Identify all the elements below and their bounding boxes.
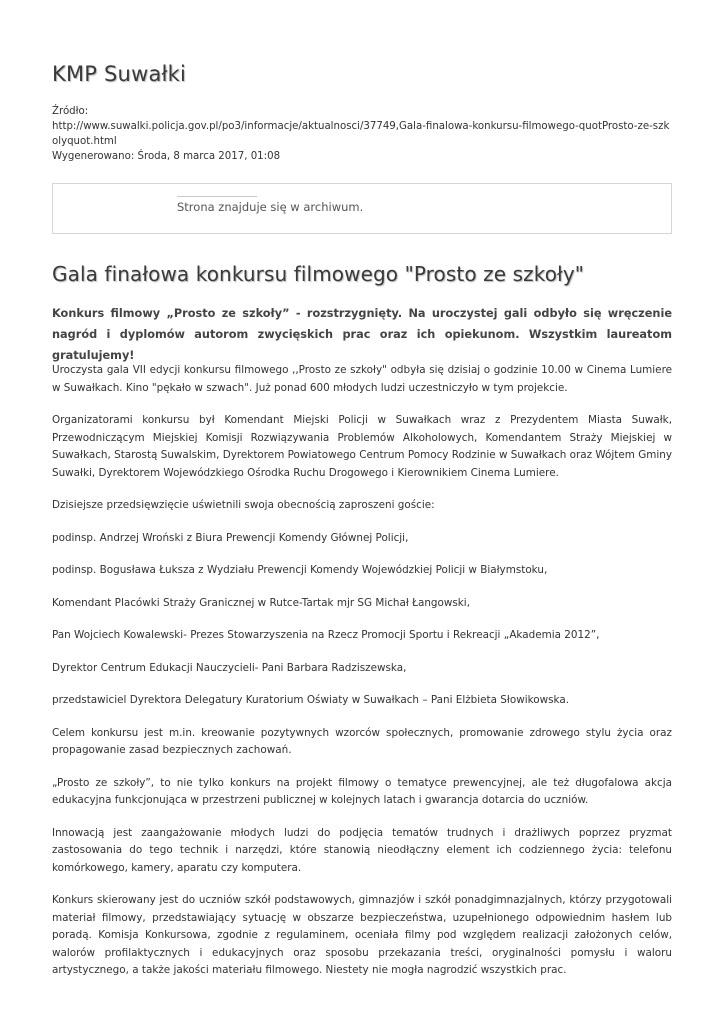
guest-item: podinsp. Andrzej Wroński z Biura Prewencji Komendy Głównej Policji,	[52, 531, 409, 544]
paragraph: Uroczysta gala VII edycji konkursu filmowego ,,Prosto ze szkoły" odbyła się dzisiaj o godzinie 10.00 w Cinema Lumiere w Suwałkach. Kino "pękało w szwach". Już ponad 600 młodych ludzi uczestniczyło w tym projekcie.	[52, 364, 672, 394]
source-url: http://www.suwalki.policja.gov.pl/po3/informacje/aktualnosci/37749,Gala-finalowa-konkursu-filmowego-quotProsto-ze-szkolyquot.html	[52, 121, 670, 147]
paragraph: Konkurs skierowany jest do uczniów szkół podstawowych, gimnazjów i szkół ponadgimnazjalnych, którzy przygotowali materiał filmowy, przedstawiający sytuację w obszarze bezpieczeństwa, uzupełnionego odpowiednim hasłem lub poradą. Komisja Konkursowa, zgodnie z regulaminem, oceniała filmy pod względem realizacji założonych celów, walorów profilaktycznych i edukacyjnych oraz sposobu przekazania treści, oryginalności pomysłu i waloru artystycznego, a także jakości materiału filmowego. Niestety nie mogła nagrodzić wszystkich prac.	[52, 894, 672, 976]
source-label: Źródło:	[52, 106, 89, 117]
paragraph: Celem konkursu jest m.in. kreowanie pozytywnych wzorców społecznych, promowanie zdrowego stylu życia oraz propagowanie zasad bezpiecznych zachowań.	[52, 726, 672, 756]
guest-item: Pan Wojciech Kowalewski- Prezes Stowarzyszenia na Rzecz Promocji Sportu i Rekreacji „Akademia 2012”,	[52, 629, 600, 641]
site-title: KMP Suwałki	[52, 62, 187, 86]
archive-divider	[177, 196, 257, 197]
guest-item: podinsp. Bogusława Łuksza z Wydziału Prewencji Komendy Wojewódzkiej Policji w Białymstoku,	[52, 564, 548, 576]
article-lead: Konkurs filmowy „Prosto ze szkoły” - rozstrzygnięty. Na uroczystej gali odbyło się wręczenie nagród i dyplomów autorom zwycięskich prac oraz ich opiekunom. Wszystkim laureatom gratulujemy!	[52, 307, 672, 362]
paragraph: Dzisiejsze przedsięwzięcie uświetnili swoja obecnością zaproszeni goście:	[52, 499, 435, 511]
guest-item: Dyrektor Centrum Edukacji Nauczycieli- Pani Barbara Radziszewska,	[52, 661, 407, 674]
article-body	[52, 362, 672, 995]
archive-notice: Strona znajduje się w archiwum.	[177, 200, 364, 214]
archive-notice-box	[52, 183, 672, 234]
source-metadata	[52, 104, 672, 164]
article-title: Gala finałowa konkursu filmowego "Prosto ze szkoły"	[52, 262, 585, 286]
generated-date: Wygenerowano: Środa, 8 marca 2017, 01:08	[52, 151, 281, 162]
guest-item: Komendant Placówki Straży Granicznej w Rutce-Tartak mjr SG Michał Łangowski,	[52, 596, 470, 609]
paragraph: „Prosto ze szkoły”, to nie tylko konkurs na projekt filmowy o tematyce prewencyjnej, ale też długofalowa akcja edukacyjna funkcjonująca w przestrzeni publicznej w kolejnych latach i gwarancja dotarcia do uczniów.	[52, 776, 672, 806]
guest-item: przedstawiciel Dyrektora Delegatury Kuratorium Oświaty w Suwałkach – Pani Elżbieta Słowikowska.	[52, 694, 569, 706]
paragraph: Innowacją jest zaangażowanie młodych ludzi do podjęcia tematów trudnych i drażliwych poprzez pryzmat zastosowania do tego technik i narzędzi, które stanowią nieodłączny element ich codziennego życia: telefonu komórkowego, kamery, aparatu czy komputera.	[52, 826, 672, 874]
paragraph: Organizatorami konkursu był Komendant Miejski Policji w Suwałkach wraz z Prezydentem Miasta Suwałk, Przewodniczącym Miejskiej Komisji Rozwiązywania Problemów Alkoholowych, Komendantem Straży Miejskiej w Suwałkach, Starostą Suwalskim, Dyrektorem Powiatowego Centrum Pomocy Rodzinie w Suwałkach oraz Wójtem Gminy Suwałki, Dyrektorem Wojewódzkiego Ośrodka Ruchu Drogowego i Kierownikiem Cinema Lumiere.	[52, 414, 672, 479]
